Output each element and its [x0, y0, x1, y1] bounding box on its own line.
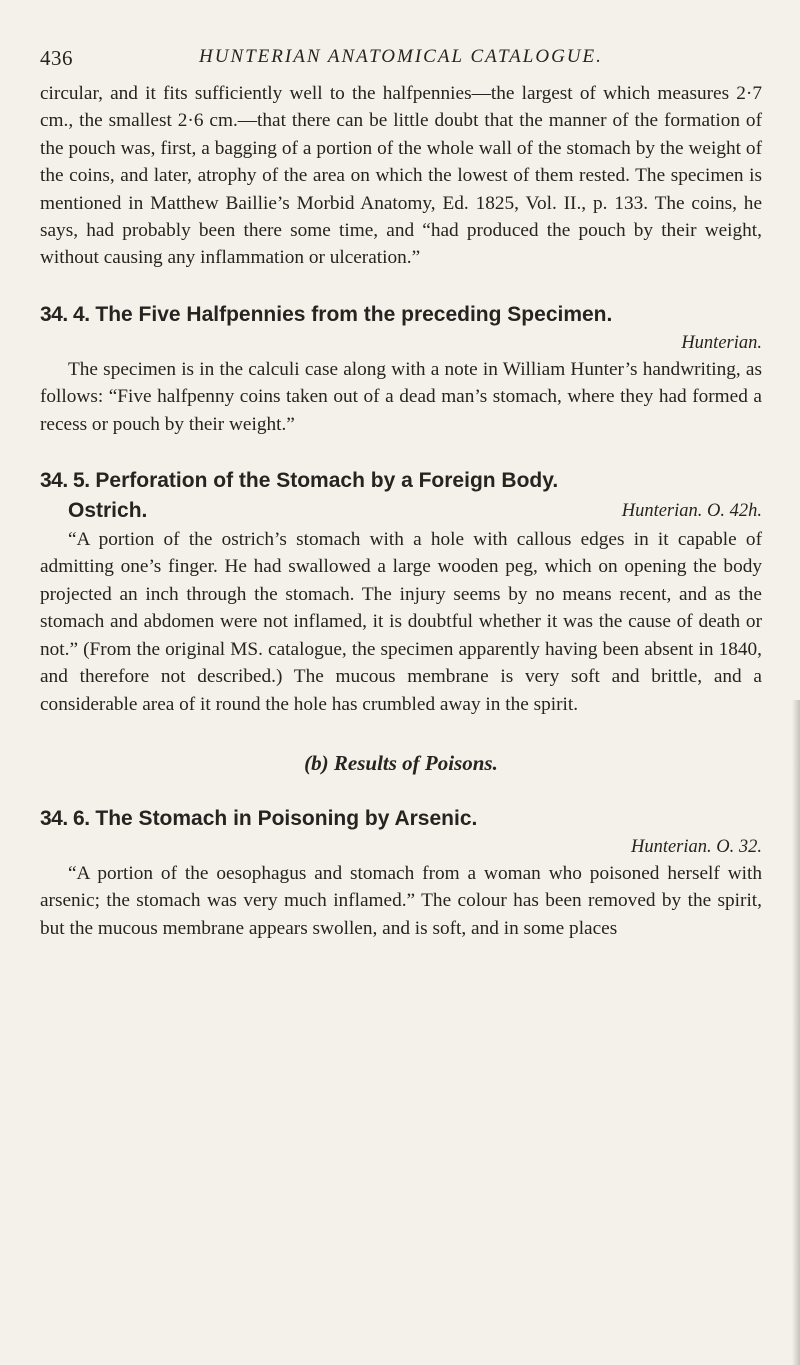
- entry-34-4: [40, 300, 762, 438]
- page-edge-shadow: [792, 700, 800, 1365]
- entry-heading-line-2: [40, 496, 762, 526]
- entry-source: Hunterian. O. 42h.: [621, 501, 762, 522]
- document-page: [40, 46, 762, 942]
- entry-source: Hunterian.: [681, 332, 762, 353]
- entry-34-6: [40, 804, 762, 942]
- entry-title: The Five Halfpennies from the preceding Specimen.: [95, 302, 613, 326]
- entry-heading: [40, 466, 762, 496]
- running-head: [40, 46, 762, 80]
- running-title: HUNTERIAN ANATOMICAL CATALOGUE.: [199, 46, 603, 67]
- page-number: 436: [40, 46, 73, 70]
- section-heading: (b) Results of Poisons.: [304, 750, 498, 775]
- entry-source: Hunterian. O. 32.: [630, 836, 762, 857]
- entry-text: The specimen is in the calculi case along with a note in William Hunter’s handwriting, as follows: “Five halfpenny coins taken out of a dead man’s stomach, where they had formed a recess or pouch by their weight.”: [40, 358, 762, 435]
- entry-subtitle: Ostrich.: [68, 499, 148, 523]
- intro-paragraph: circular, and it fits sufficiently well to the halfpennies—the largest of which measures 2·7 cm., the smallest 2·6 cm.—that there can be little doubt that the manner of the formation of the pouch was, first, a bagging of a portion of the whole wall of the stomach by the weight of the coins, and later, atrophy of the area on which the lowest of them rested. The specimen is mentioned in Matthew Baillie’s Morbid Anatomy, Ed. 1825, Vol. II., p. 133. The coins, he says, had probably been there some time, and “had produced the pouch by their weight, without causing any inflammation or ulceration.”: [40, 83, 762, 269]
- entry-number: 34. 5.: [40, 469, 90, 493]
- entry-text: “A portion of the ostrich’s stomach with a hole with callous edges in it capable of admitting one’s finger. He had swallowed a large wooden peg, which on opening the body projected an inch through the stomach. The injury seems by no means recent, and as the stomach and abdomen were not inflamed, it is doubtful whether it was the cause of death or not.” (From the original MS. catalogue, the specimen apparently having been absent in 1840, and therefore not described.) The mucous membrane is very soft and brittle, and a considerable area of it round the hole has crumbled away in the spirit.: [40, 529, 762, 715]
- entry-title: Perforation of the Stomach by a Foreign Body.: [95, 469, 559, 493]
- entry-title: The Stomach in Poisoning by Arsenic.: [95, 806, 478, 830]
- entry-number: 34. 4.: [40, 302, 90, 326]
- entry-number: 34. 6.: [40, 806, 90, 830]
- entry-text: “A portion of the oesophagus and stomach from a woman who poisoned herself with arsenic; the stomach was very much inflamed.” The colour has been removed by the spirit, but the mucous membrane appears swollen, and is soft, and in some places: [40, 862, 762, 939]
- entry-heading: [40, 804, 762, 834]
- entry-heading: [40, 300, 762, 330]
- entry-34-5: [40, 466, 762, 718]
